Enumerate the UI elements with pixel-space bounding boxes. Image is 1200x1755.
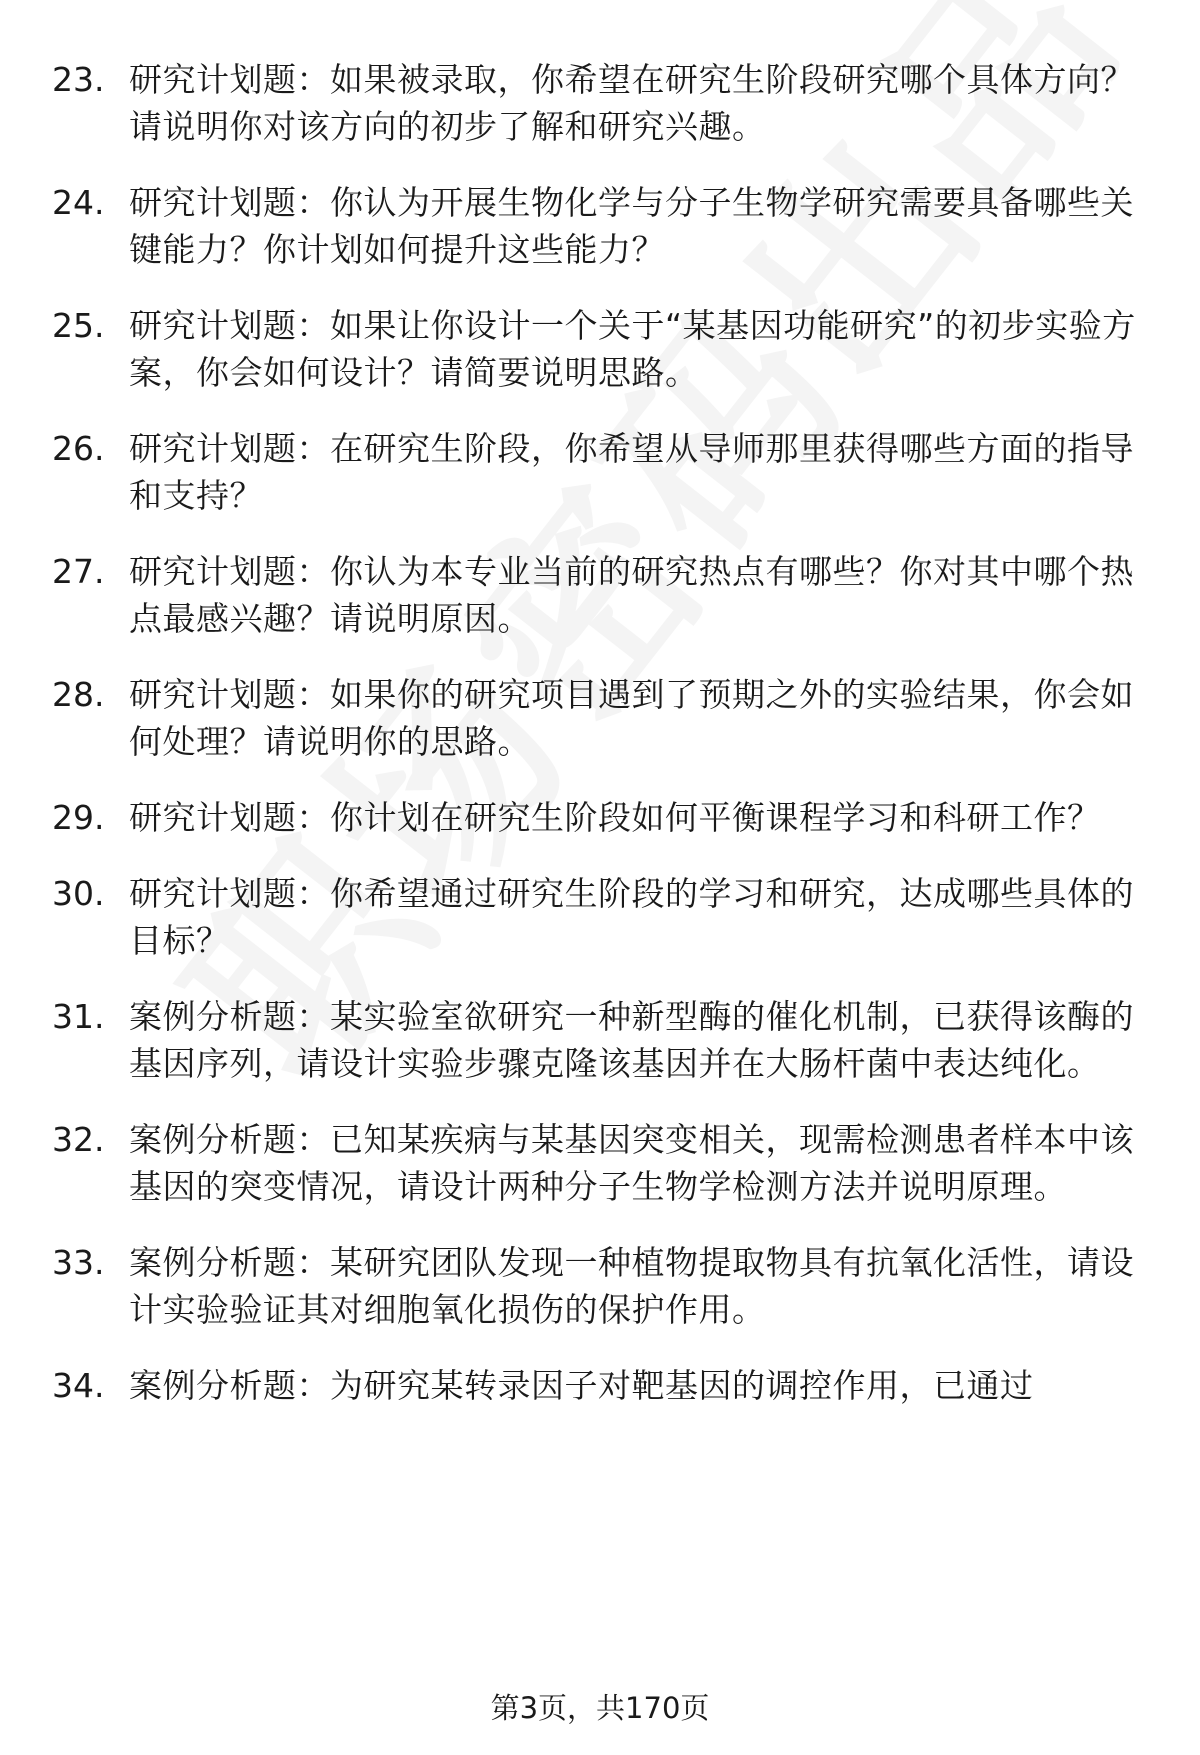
question-number: 26.: [52, 429, 105, 468]
question-text: 研究计划题：如果被录取，你希望在研究生阶段研究哪个具体方向？请说明你对该方向的初步了解和研究兴趣。: [129, 60, 1134, 146]
question-number: 27.: [52, 552, 105, 591]
question-item: [0, 671, 1200, 765]
question-text: 研究计划题：你计划在研究生阶段如何平衡课程学习和科研工作？: [129, 798, 1101, 837]
question-item: [0, 425, 1200, 519]
question-item: [0, 1362, 1200, 1409]
question-item: [0, 1116, 1200, 1210]
question-number: 32.: [52, 1120, 105, 1159]
question-list: [0, 56, 1200, 1438]
question-number: 30.: [52, 874, 105, 913]
question-item: [0, 179, 1200, 273]
question-text: 研究计划题：在研究生阶段，你希望从导师那里获得哪些方面的指导和支持？: [129, 429, 1134, 515]
question-number: 31.: [52, 997, 105, 1036]
question-text: 研究计划题：你认为本专业当前的研究热点有哪些？你对其中哪个热点最感兴趣？请说明原因。: [129, 552, 1134, 638]
question-text: 案例分析题：已知某疾病与某基因突变相关，现需检测患者样本中该基因的突变情况，请设计两种分子生物学检测方法并说明原理。: [129, 1120, 1134, 1206]
question-item: [0, 1239, 1200, 1333]
question-text: 研究计划题：你希望通过研究生阶段的学习和研究，达成哪些具体的目标？: [129, 874, 1134, 960]
question-number: 23.: [52, 60, 105, 99]
question-item: [0, 794, 1200, 841]
question-item: [0, 548, 1200, 642]
question-item: [0, 302, 1200, 396]
question-text: 案例分析题：为研究某转录因子对靶基因的调控作用，已通过: [129, 1366, 1034, 1405]
question-text: 案例分析题：某研究团队发现一种植物提取物具有抗氧化活性，请设计实验验证其对细胞氧化损伤的保护作用。: [129, 1243, 1134, 1329]
question-number: 29.: [52, 798, 105, 837]
question-item: [0, 870, 1200, 964]
question-number: 24.: [52, 183, 105, 222]
page-footer: 第3页，共170页: [490, 1691, 710, 1725]
question-number: 28.: [52, 675, 105, 714]
question-text: 研究计划题：如果让你设计一个关于“某基因功能研究”的初步实验方案，你会如何设计？请简要说明思路。: [129, 306, 1136, 392]
question-number: 33.: [52, 1243, 105, 1282]
question-item: [0, 56, 1200, 150]
question-number: 34.: [52, 1366, 105, 1405]
question-text: 研究计划题：如果你的研究项目遇到了预期之外的实验结果，你会如何处理？请说明你的思路。: [129, 675, 1134, 761]
question-number: 25.: [52, 306, 105, 345]
question-text: 案例分析题：某实验室欲研究一种新型酶的催化机制，已获得该酶的基因序列，请设计实验步骤克隆该基因并在大肠杆菌中表达纯化。: [129, 997, 1134, 1083]
question-text: 研究计划题：你认为开展生物化学与分子生物学研究需要具备哪些关键能力？你计划如何提升这些能力？: [129, 183, 1134, 269]
question-item: [0, 993, 1200, 1087]
